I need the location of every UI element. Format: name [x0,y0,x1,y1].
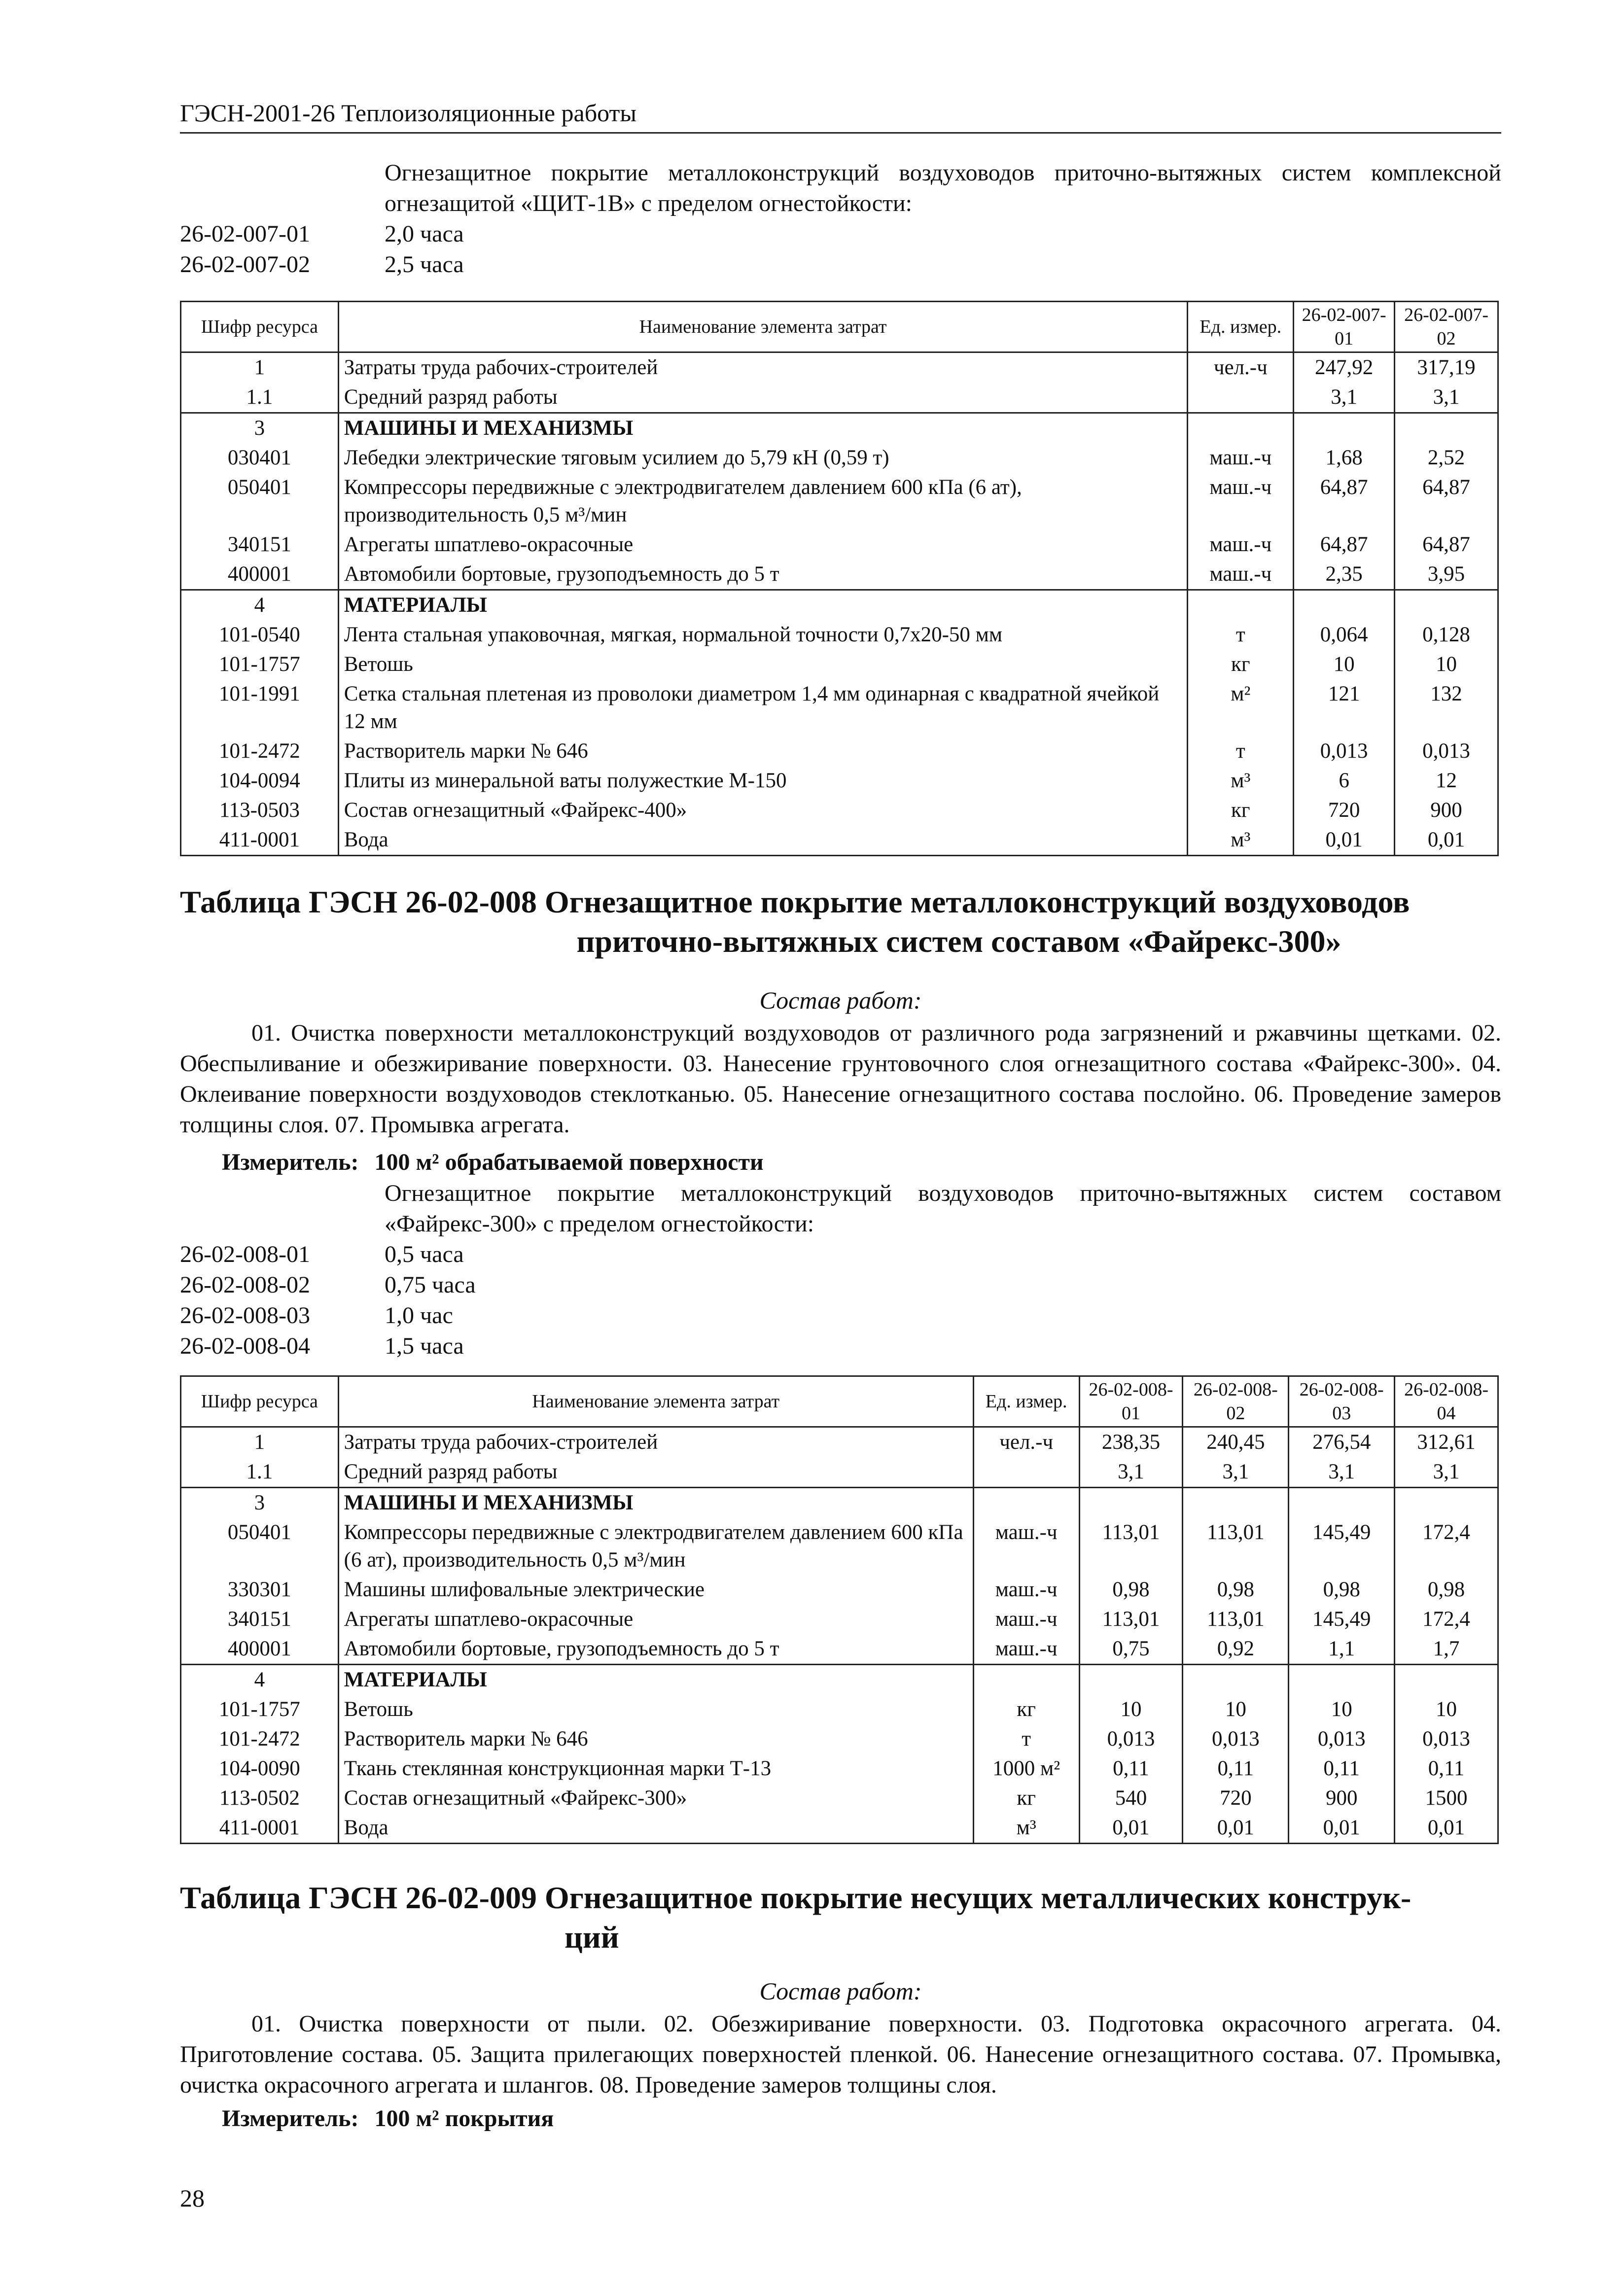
code-label: 26-02-008-03 [180,1302,310,1329]
resource-value [1079,1665,1183,1695]
resource-value: 64,87 [1294,473,1395,530]
resource-value: 1500 [1395,1784,1498,1813]
resource-code: 1.1 [181,383,339,413]
resource-value: 3,1 [1183,1457,1289,1488]
page-number: 28 [180,2184,205,2212]
code-value: 2,5 часа [385,251,464,278]
resource-value [1289,1665,1395,1695]
resource-unit: м² [1188,679,1294,736]
running-header: ГЭСН-2001-26 Теплоизоляционные работы [180,99,1501,134]
resource-value [1294,590,1395,621]
table-title-line2: ций [565,1920,619,1955]
resource-name: Растворитель марки № 646 [338,1724,973,1754]
resource-unit [1188,590,1294,621]
resource-unit: маш.-ч [973,1605,1079,1634]
table-row [181,530,1498,560]
code-value: 2,0 часа [385,221,464,247]
resource-value: 0,064 [1294,620,1395,650]
resource-value: 0,01 [1395,1813,1498,1844]
resource-value: 1,7 [1395,1634,1498,1665]
resource-value: 276,54 [1289,1427,1395,1458]
header-code: Шифр ресурса [181,302,339,352]
table-row [181,1634,1498,1665]
resource-unit [973,1665,1079,1695]
resource-value: 10 [1183,1695,1289,1724]
resource-name: МАШИНЫ И МЕХАНИЗМЫ [338,1488,973,1518]
table-row [181,1605,1498,1634]
resource-code: 3 [181,1488,339,1518]
resource-value: 12 [1395,766,1498,796]
resource-value: 720 [1294,796,1395,825]
resource-name: Компрессоры передвижные с электродвигателем давлением 600 кПа (6 ат), производительность 0,5 м³/мин [338,473,1188,530]
table-title-line1: Таблица ГЭСН 26-02-009 Огнезащитное покрытие несущих металлических конструк- [180,1880,1412,1915]
resource-value: 10 [1289,1695,1395,1724]
resource-value: 312,61 [1395,1427,1498,1458]
resource-value: 0,98 [1289,1575,1395,1605]
table-row [181,413,1498,444]
table-row [181,679,1498,736]
resource-name: Затраты труда рабочих-строителей [338,1427,973,1458]
header-col: 26-02-008-03 [1289,1376,1395,1427]
resource-value: 113,01 [1183,1605,1289,1634]
resource-value: 3,1 [1395,383,1498,413]
resource-value: 0,01 [1183,1813,1289,1844]
code-label: 26-02-008-04 [180,1333,310,1359]
resource-value: 172,4 [1395,1605,1498,1634]
table-row [181,1488,1498,1518]
resource-value: 0,98 [1395,1575,1498,1605]
resource-value: 132 [1395,679,1498,736]
resource-value: 540 [1079,1784,1183,1813]
resource-unit [1188,383,1294,413]
resource-value: 0,11 [1289,1754,1395,1784]
table-row [181,1813,1498,1844]
resource-unit: маш.-ч [1188,473,1294,530]
resource-unit: маш.-ч [973,1634,1079,1665]
code-row [180,219,1501,249]
header-col: 26-02-008-04 [1395,1376,1498,1427]
resource-value: 0,98 [1183,1575,1289,1605]
resource-unit: маш.-ч [1188,443,1294,473]
resource-value: 0,01 [1395,825,1498,856]
code-value: 1,0 час [385,1302,453,1329]
header-name: Наименование элемента затрат [338,1376,973,1427]
table-title-009 [180,1878,1501,1957]
resource-value: 0,01 [1079,1813,1183,1844]
resource-code: 1 [181,352,339,383]
resource-code: 411-0001 [181,1813,339,1844]
table-row [181,736,1498,766]
resource-value: 0,11 [1079,1754,1183,1784]
resource-name: Агрегаты шпатлево-окрасочные [338,1605,973,1634]
code-row [180,249,1501,280]
resource-code: 113-0503 [181,796,339,825]
resource-value: 0,75 [1079,1634,1183,1665]
table-row [181,766,1498,796]
resource-name: Ткань стеклянная конструкционная марки Т-13 [338,1754,973,1784]
resource-code: 101-2472 [181,736,339,766]
resource-name: МАТЕРИАЛЫ [338,1665,973,1695]
resource-value: 113,01 [1079,1605,1183,1634]
resource-value: 10 [1079,1695,1183,1724]
top-intro-codes [180,219,1501,280]
code-label: 26-02-007-01 [180,221,310,247]
resource-value: 113,01 [1183,1518,1289,1575]
code-row [180,1300,1501,1331]
resource-unit: м³ [973,1813,1079,1844]
resource-unit: маш.-ч [973,1518,1079,1575]
code-row [180,1270,1501,1300]
works-heading: Состав работ: [759,1977,922,2005]
resource-value: 10 [1395,1695,1498,1724]
header-col: 26-02-008-01 [1079,1376,1183,1427]
resource-value [1395,1488,1498,1518]
resource-code: 101-0540 [181,620,339,650]
resource-name: Автомобили бортовые, грузоподъемность до 5 т [338,1634,973,1665]
header-col: 26-02-007-02 [1395,302,1498,352]
top-intro-description: Огнезащитное покрытие металлоконструкций воздуховодов приточно-вытяжных систем комплексной огнезащитой «ЩИТ-1В» с пределом огнестойкости: [385,160,1501,216]
resource-value: 0,92 [1183,1634,1289,1665]
resource-value: 10 [1395,650,1498,679]
resource-value [1294,413,1395,444]
code-label: 26-02-008-01 [180,1241,310,1267]
table-row [181,1754,1498,1784]
resource-name: Ветошь [338,1695,973,1724]
resource-value [1183,1665,1289,1695]
table-row [181,1575,1498,1605]
resource-value: 1,1 [1289,1634,1395,1665]
code-value: 0,75 часа [385,1272,476,1298]
table-row [181,1724,1498,1754]
table-header-row [181,302,1498,352]
works-description: 01. Очистка поверхности металлоконструкций воздуховодов от различного рода загрязнений и ржавчины щетками. 02. Обеспыливание и обезжиривание поверхности. 03. Нанесение грунтовочного слоя огнезащитного состава «Файрекс-300». 04. Оклеивание поверхности воздуховодов стеклотканью. 05. Нанесение огнезащитного состава послойно. 06. Проведение замеров толщины слоя. 07. Промывка агрегата. [180,1020,1501,1138]
resource-unit [973,1457,1079,1488]
code-value: 1,5 часа [385,1333,464,1359]
section2-intro [180,1178,1501,1362]
resource-code: 330301 [181,1575,339,1605]
resource-value: 3,95 [1395,560,1498,590]
resource-unit: т [1188,620,1294,650]
table-row [181,352,1498,383]
resource-value: 2,35 [1294,560,1395,590]
resource-unit [973,1488,1079,1518]
resource-name: Растворитель марки № 646 [338,736,1188,766]
resource-value: 0,01 [1294,825,1395,856]
resource-value [1395,1665,1498,1695]
resource-code: 030401 [181,443,339,473]
resource-code: 101-2472 [181,1724,339,1754]
resource-unit: т [973,1724,1079,1754]
resource-code: 340151 [181,530,339,560]
table-row [181,1518,1498,1575]
resource-value: 0,013 [1079,1724,1183,1754]
resource-value: 0,013 [1183,1724,1289,1754]
resource-unit: т [1188,736,1294,766]
works-heading: Состав работ: [759,986,922,1014]
measure-label: Измеритель: [222,1149,359,1175]
table-row [181,1427,1498,1458]
resource-value: 113,01 [1079,1518,1183,1575]
table-row [181,590,1498,621]
measure-line [222,2105,554,2132]
resource-code: 400001 [181,560,339,590]
resource-table-007 [180,301,1499,856]
resource-unit: маш.-ч [1188,560,1294,590]
table-row [181,796,1498,825]
resource-name: Лебедки электрические тяговым усилием до 5,79 кН (0,59 т) [338,443,1188,473]
section2-description: Огнезащитное покрытие металлоконструкций воздуховодов приточно-вытяжных систем составом «Файрекс-300» с пределом огнестойкости: [385,1180,1501,1237]
code-label: 26-02-007-02 [180,251,310,278]
code-label: 26-02-008-02 [180,1272,310,1298]
code-row [180,1239,1501,1270]
resource-value: 0,013 [1289,1724,1395,1754]
resource-unit: кг [973,1784,1079,1813]
resource-code: 050401 [181,473,339,530]
resource-table-008 [180,1375,1499,1844]
header-col: 26-02-008-02 [1183,1376,1289,1427]
resource-code: 113-0502 [181,1784,339,1813]
resource-value: 0,01 [1289,1813,1395,1844]
resource-value: 1,68 [1294,443,1395,473]
table-row [181,560,1498,590]
resource-value [1183,1488,1289,1518]
resource-unit: чел.-ч [973,1427,1079,1458]
resource-value: 0,11 [1183,1754,1289,1784]
measure-value: 100 м² обрабатываемой поверхности [374,1149,764,1175]
code-value: 0,5 часа [385,1241,464,1267]
measure-value: 100 м² покрытия [374,2105,554,2132]
resource-code: 1.1 [181,1457,339,1488]
resource-code: 1 [181,1427,339,1458]
resource-value: 145,49 [1289,1605,1395,1634]
table-row [181,443,1498,473]
resource-name: МАТЕРИАЛЫ [338,590,1188,621]
measure-line [222,1149,764,1176]
resource-unit: чел.-ч [1188,352,1294,383]
table-row [181,650,1498,679]
resource-value [1395,590,1498,621]
table-row [181,1665,1498,1695]
resource-value: 3,1 [1294,383,1395,413]
resource-name: Вода [338,1813,973,1844]
resource-value: 2,52 [1395,443,1498,473]
resource-code: 104-0090 [181,1754,339,1784]
resource-value: 3,1 [1289,1457,1395,1488]
resource-value: 0,013 [1294,736,1395,766]
resource-unit: м³ [1188,766,1294,796]
resource-value: 64,87 [1294,530,1395,560]
resource-value [1289,1488,1395,1518]
resource-value: 900 [1395,796,1498,825]
resource-name: Средний разряд работы [338,1457,973,1488]
resource-value: 64,87 [1395,473,1498,530]
section2-codes [180,1239,1501,1362]
table-row [181,383,1498,413]
resource-value: 10 [1294,650,1395,679]
resource-name: Средний разряд работы [338,383,1188,413]
resource-name: Компрессоры передвижные с электродвигателем давлением 600 кПа (6 ат), производительность 0,5 м³/мин [338,1518,973,1575]
resource-value: 900 [1289,1784,1395,1813]
resource-code: 4 [181,590,339,621]
resource-value: 238,35 [1079,1427,1183,1458]
resource-value: 720 [1183,1784,1289,1813]
resource-value: 121 [1294,679,1395,736]
resource-unit: кг [973,1695,1079,1724]
resource-code: 101-1991 [181,679,339,736]
table-row [181,825,1498,856]
resource-name: Сетка стальная плетеная из проволоки диаметром 1,4 мм одинарная с квадратной ячейкой 12 мм [338,679,1188,736]
header-name: Наименование элемента затрат [338,302,1188,352]
resource-name: Затраты труда рабочих-строителей [338,352,1188,383]
resource-unit: 1000 м² [973,1754,1079,1784]
resource-unit: м³ [1188,825,1294,856]
resource-code: 340151 [181,1605,339,1634]
resource-unit: маш.-ч [1188,530,1294,560]
resource-code: 411-0001 [181,825,339,856]
resource-code: 050401 [181,1518,339,1575]
resource-value: 317,19 [1395,352,1498,383]
resource-value: 0,128 [1395,620,1498,650]
resource-value: 0,98 [1079,1575,1183,1605]
table-title-line1: Таблица ГЭСН 26-02-008 Огнезащитное покрытие металлоконструкций воздуховодов [180,884,1410,919]
resource-unit [1188,413,1294,444]
resource-value [1395,413,1498,444]
header-col: 26-02-007-01 [1294,302,1395,352]
resource-value: 6 [1294,766,1395,796]
resource-value: 0,11 [1395,1754,1498,1784]
resource-value: 64,87 [1395,530,1498,560]
resource-name: Вода [338,825,1188,856]
resource-value [1079,1488,1183,1518]
top-intro [180,158,1501,280]
resource-value: 3,1 [1079,1457,1183,1488]
resource-value: 240,45 [1183,1427,1289,1458]
resource-value: 247,92 [1294,352,1395,383]
resource-code: 4 [181,1665,339,1695]
resource-value: 0,013 [1395,1724,1498,1754]
resource-name: МАШИНЫ И МЕХАНИЗМЫ [338,413,1188,444]
code-row [180,1331,1501,1362]
resource-unit: кг [1188,796,1294,825]
resource-name: Автомобили бортовые, грузоподъемность до 5 т [338,560,1188,590]
table-row [181,1457,1498,1488]
table-body [181,352,1498,856]
measure-label: Измеритель: [222,2105,359,2132]
header-unit: Ед. измер. [1188,302,1294,352]
table-title-008 [180,882,1501,961]
resource-value: 3,1 [1395,1457,1498,1488]
resource-name: Плиты из минеральной ваты полужесткие М-150 [338,766,1188,796]
resource-code: 104-0094 [181,766,339,796]
header-unit: Ед. измер. [973,1376,1079,1427]
resource-unit: кг [1188,650,1294,679]
resource-value: 145,49 [1289,1518,1395,1575]
resource-name: Агрегаты шпатлево-окрасочные [338,530,1188,560]
resource-code: 101-1757 [181,1695,339,1724]
resource-code: 3 [181,413,339,444]
header-code: Шифр ресурса [181,1376,339,1427]
table-body [181,1427,1498,1844]
table-row [181,1695,1498,1724]
resource-value: 0,013 [1395,736,1498,766]
resource-name: Лента стальная упаковочная, мягкая, нормальной точности 0,7х20-50 мм [338,620,1188,650]
table-row [181,473,1498,530]
resource-code: 400001 [181,1634,339,1665]
resource-value: 172,4 [1395,1518,1498,1575]
resource-code: 101-1757 [181,650,339,679]
works-description: 01. Очистка поверхности от пыли. 02. Обезжиривание поверхности. 03. Подготовка окрасочного агрегата. 04. Приготовление состава. 05. Защита прилегающих поверхностей пленкой. 06. Нанесение огнезащитного состава. 07. Промывка, очистка окрасочного агрегата и шлангов. 08. Проведение замеров толщины слоя. [180,2011,1501,2098]
resource-unit: маш.-ч [973,1575,1079,1605]
resource-name: Состав огнезащитный «Файрекс-400» [338,796,1188,825]
table-header-row [181,1376,1498,1427]
resource-name: Состав огнезащитный «Файрекс-300» [338,1784,973,1813]
resource-name: Машины шлифовальные электрические [338,1575,973,1605]
resource-name: Ветошь [338,650,1188,679]
table-row [181,1784,1498,1813]
table-row [181,620,1498,650]
table-title-line2: приточно-вытяжных систем составом «Файрекс-300» [576,924,1342,959]
